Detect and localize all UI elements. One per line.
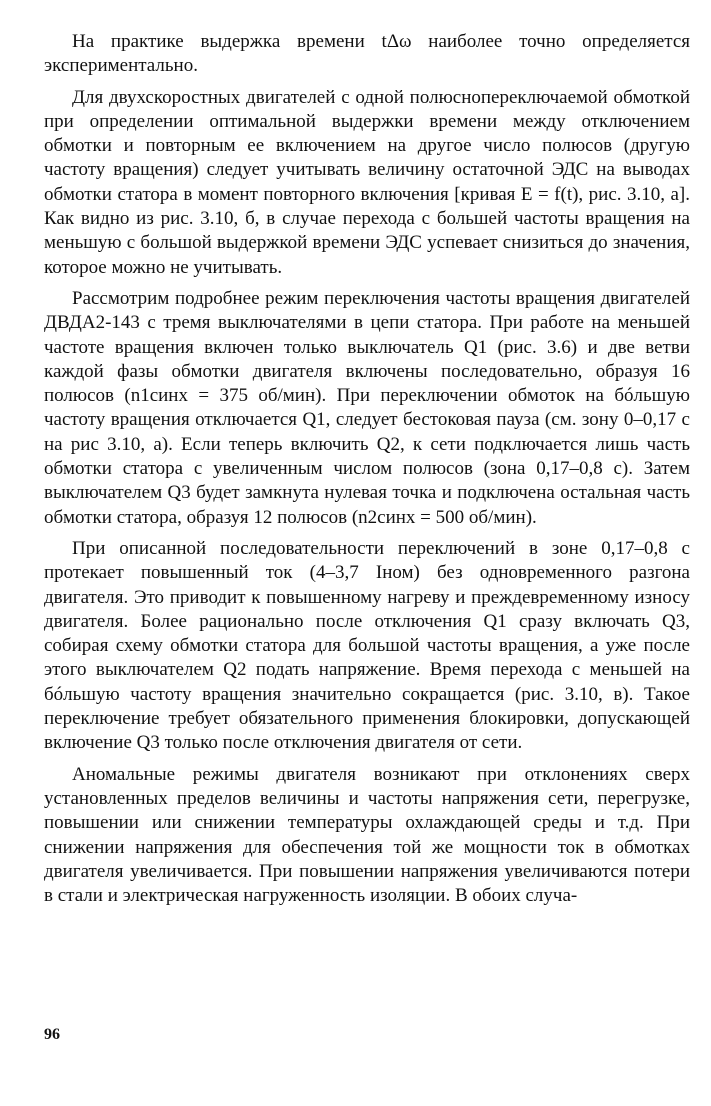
page-text <box>44 30 690 915</box>
paragraph-5: Аномальные режимы двигателя возникают при отклонениях сверх установленных пределов величины и частоты напряжения сети, перегрузке, повышении или снижении температуры охлаждающей среды и т.д. При снижении напряжения для обеспечения той же мощности ток в обмотках двигателя увеличивается. При повышении напряжения увеличиваются потери в стали и электрическая нагруженность изоляции. В обоих случа- <box>44 763 690 907</box>
paragraph-1: На практике выдержка времени tΔω наиболее точно определяется экспериментально. <box>44 31 690 77</box>
paragraph-2: Для двухскоростных двигателей с одной полюснопереключаемой обмоткой при определении оптимальной выдержки времени между отключением обмотки и повторным ее включением на другое число полюсов (другую частоту вращения) следует учитывать величину остаточной ЭДС на выводах обмотки статора в момент повторного включения [кривая E = f(t), рис. 3.10, a]. Как видно из рис. 3.10, б, в случае перехода с большей частоты вращения на меньшую с большой выдержкой времени ЭДС успевает снизиться до значения, которое можно не учитывать. <box>44 86 690 278</box>
paragraph-4: При описанной последовательности переключений в зоне 0,17–0,8 с протекает повышенный ток (4–3,7 Iном) без одновременного разгона двигателя. Это приводит к повышенному нагреву и преждевременному износу двигателя. Более рационально после отключения Q1 сразу включать Q3, собирая схему обмотки статора для большой частоты вращения, а уже после этого выключателем Q2 подать напряжение. Время перехода с меньшей на бóльшую частоту вращения значительно сокращается (рис. 3.10, в). Такое переключение требует обязательного применения блокировки, допускающей включение Q3 только после отключения двигателя от сети. <box>44 537 690 754</box>
paragraph-3: Рассмотрим подробнее режим переключения частоты вращения двигателей ДВДА2-143 с тремя выключателями в цепи статора. При работе на меньшей частоте вращения включен только выключатель Q1 (рис. 3.6) и две ветви каждой фазы обмотки двигателя включены последовательно, образуя 16 полюсов (n1синх = 375 об/мин). При переключении обмоток на бóльшую частоту вращения отключается Q1, следует бестоковая пауза (см. зону 0–0,17 с на рис 3.10, a). Если теперь включить Q2, к сети подключается лишь часть обмотки статора с увеличенным числом полюсов (зона 0,17–0,8 с). Затем выключателем Q3 будет замкнута нулевая точка и подключена остальная часть обмотки статора, образуя 12 полюсов (n2синх = 500 об/мин). <box>44 287 690 528</box>
page-number: 96 <box>44 1026 60 1043</box>
